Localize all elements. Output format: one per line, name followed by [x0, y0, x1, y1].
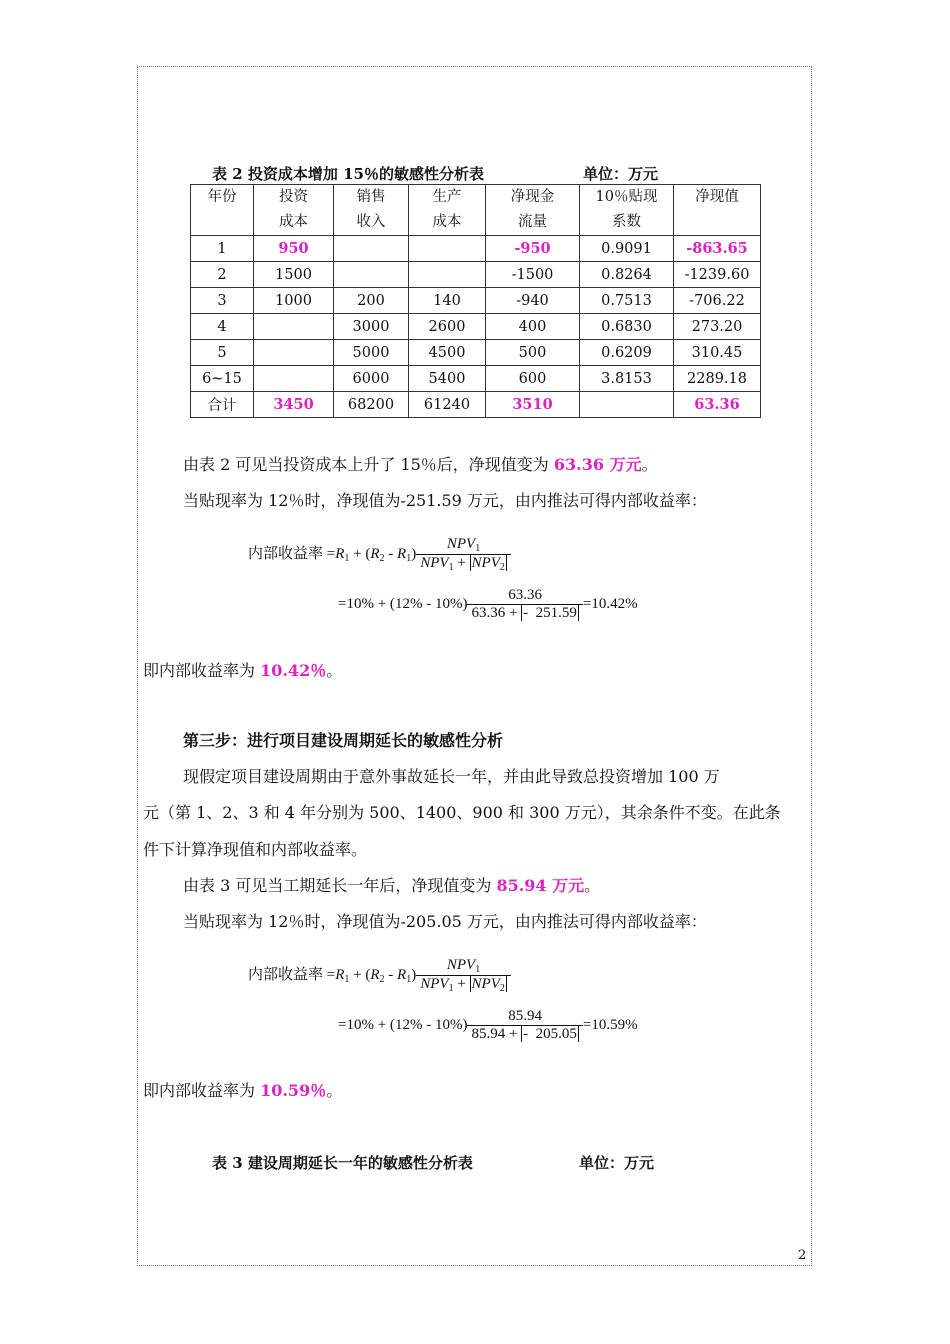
cell: 0.6830	[580, 314, 674, 340]
cell: -863.65	[674, 236, 761, 262]
cell: 2600	[409, 314, 486, 340]
cell: 0.8264	[580, 262, 674, 288]
cell: -706.22	[674, 288, 761, 314]
table-row-total	[191, 392, 761, 418]
cell	[580, 392, 674, 418]
table-row	[191, 236, 761, 262]
table-row	[191, 314, 761, 340]
header-npv: 净现值	[674, 185, 761, 236]
cell: 63.36	[674, 392, 761, 418]
cell	[254, 366, 334, 392]
cell: 140	[409, 288, 486, 314]
table3-caption: 表 3 建设周期延长一年的敏感性分析表	[212, 1154, 473, 1172]
paragraph-discount: 当贴现率为 12％时，净现值为-251.59 万元，由内推法可得内部收益率：	[183, 491, 707, 510]
header-sales: 销售 收入	[334, 185, 409, 236]
cell: -1500	[486, 262, 580, 288]
table2	[190, 184, 761, 418]
cell: 4	[191, 314, 254, 340]
irr-conclusion: 即内部收益率为 10.42％。	[143, 661, 343, 680]
cell: 6000	[334, 366, 409, 392]
cell	[409, 236, 486, 262]
table3-unit: 单位：万元	[579, 1154, 655, 1172]
cell: -950	[486, 236, 580, 262]
cell: 0.6209	[580, 340, 674, 366]
paragraph-discount: 当贴现率为 12％时，净现值为-205.05 万元，由内推法可得内部收益率：	[183, 912, 707, 931]
header-investment: 投资 成本	[254, 185, 334, 236]
cell: -1239.60	[674, 262, 761, 288]
table-row	[191, 262, 761, 288]
table2-unit: 单位：万元	[583, 165, 659, 183]
cell: 3	[191, 288, 254, 314]
table-row	[191, 366, 761, 392]
paragraph-line: 现假定项目建设周期由于意外事故延长一年，并由此导致总投资增加 100 万	[183, 767, 720, 786]
paragraph-line: 元（第 1、2、3 和 4 年分别为 500、1400、900 和 300 万元），其余条件不变。在此条	[143, 803, 781, 822]
header-production: 生产 成本	[409, 185, 486, 236]
cell: 310.45	[674, 340, 761, 366]
header-year: 年份	[191, 185, 254, 236]
cell: -940	[486, 288, 580, 314]
cell: 68200	[334, 392, 409, 418]
cell: 5400	[409, 366, 486, 392]
cell: 0.7513	[580, 288, 674, 314]
cell: 950	[254, 236, 334, 262]
header-discount: 10％贴现 系数	[580, 185, 674, 236]
cell: 1000	[254, 288, 334, 314]
table2-caption: 表 2 投资成本增加 15％的敏感性分析表	[212, 165, 484, 183]
cell: 2289.18	[674, 366, 761, 392]
irr-formula-general: 内部收益率 $=R_1 + (R_2 - R_1)$ $\frac{NPV_1}{NPV_1 + NPV_2}$	[248, 957, 511, 994]
cell: 合计	[191, 392, 254, 418]
cell: 3000	[334, 314, 409, 340]
cell	[254, 314, 334, 340]
cell: 3.8153	[580, 366, 674, 392]
cell: 3510	[486, 392, 580, 418]
cell: 3450	[254, 392, 334, 418]
section-heading: 第三步：进行项目建设周期延长的敏感性分析	[183, 731, 504, 750]
cell	[334, 236, 409, 262]
cell	[409, 262, 486, 288]
cell: 500	[486, 340, 580, 366]
cell	[334, 262, 409, 288]
table2-header-row	[191, 185, 761, 236]
cell: 273.20	[674, 314, 761, 340]
irr-formula-general: 内部收益率 $=R_1 + (R_2 - R_1)$ $\frac{NPV_1}{NPV_1 + NPV_2}$	[248, 536, 511, 573]
paragraph-npv-result: 由表 3 可见当工期延长一年后，净现值变为 85.94 万元。	[183, 876, 601, 895]
cell: 6~15	[191, 366, 254, 392]
cell: 1	[191, 236, 254, 262]
paragraph-line: 件下计算净现值和内部收益率。	[143, 840, 368, 859]
header-cashflow: 净现金 流量	[486, 185, 580, 236]
cell: 600	[486, 366, 580, 392]
paragraph-npv-result: 由表 2 可见当投资成本上升了 15％后，净现值变为 63.36 万元。	[183, 455, 658, 474]
irr-formula-calc: =10% + (12% - 10%) $\frac{85.94}{85.94 + - 205.05}$ =10.59%	[338, 1008, 638, 1042]
cell: 2	[191, 262, 254, 288]
cell: 4500	[409, 340, 486, 366]
cell: 5000	[334, 340, 409, 366]
cell	[254, 340, 334, 366]
table-row	[191, 340, 761, 366]
cell: 200	[334, 288, 409, 314]
cell: 61240	[409, 392, 486, 418]
table-row	[191, 288, 761, 314]
irr-conclusion: 即内部收益率为 10.59％。	[143, 1081, 343, 1100]
irr-formula-calc: =10% + (12% - 10%) $\frac{63.36}{63.36 + - 251.59}$ =10.42%	[338, 587, 638, 621]
cell: 400	[486, 314, 580, 340]
page-number: 2	[798, 1248, 807, 1263]
cell: 0.9091	[580, 236, 674, 262]
cell: 1500	[254, 262, 334, 288]
cell: 5	[191, 340, 254, 366]
